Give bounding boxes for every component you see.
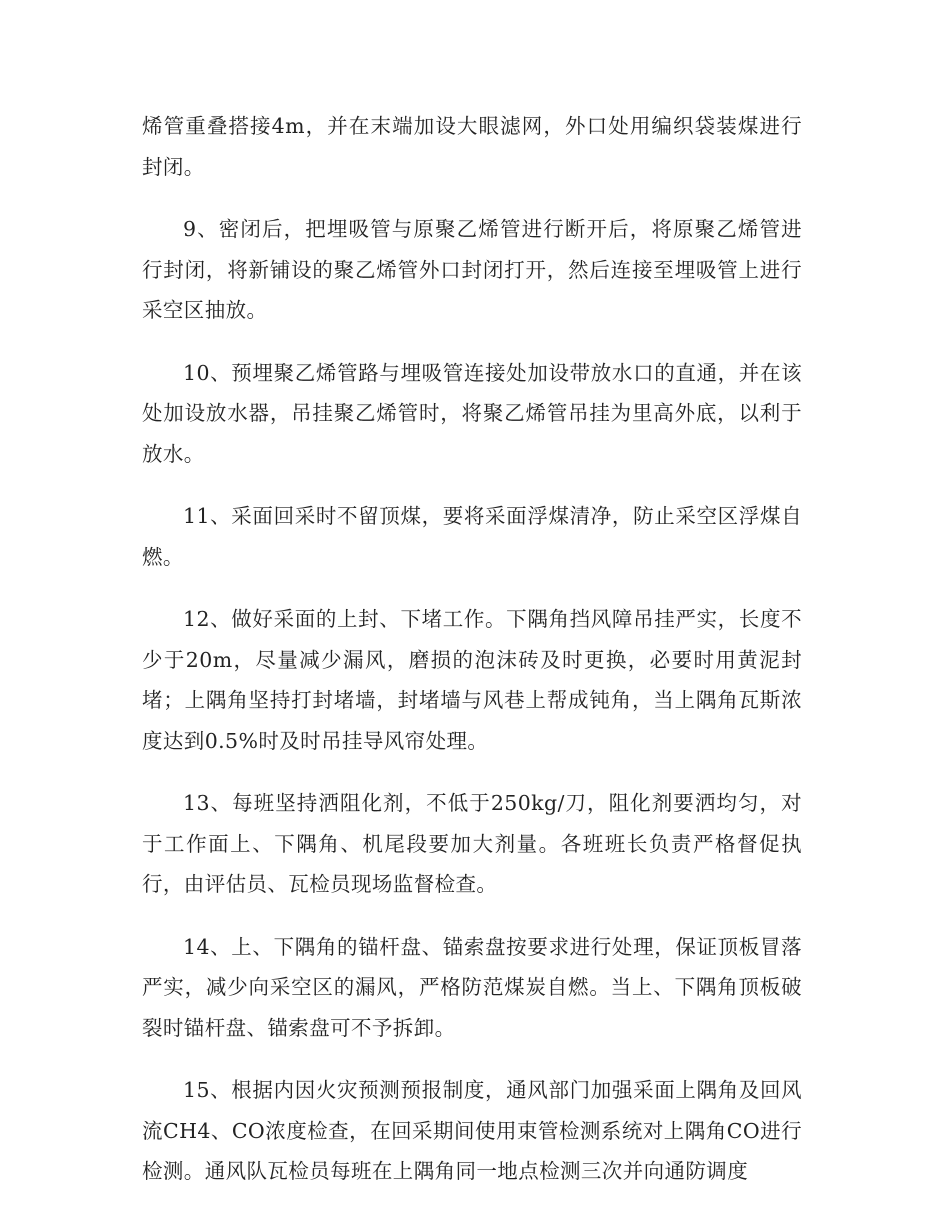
document-body bbox=[142, 106, 802, 1214]
paragraph-item-14: 14、上、下隅角的锚杆盘、锚索盘按要求进行处理，保证顶板冒落严实，减少向采空区的漏风，严格防范煤炭自燃。当上、下隅角顶板破裂时锚杆盘、锚索盘可不予拆卸。 bbox=[142, 934, 802, 1040]
paragraph-item-10: 10、预埋聚乙烯管路与埋吸管连接处加设带放水口的直通，并在该处加设放水器，吊挂聚乙烯管时，将聚乙烯管吊挂为里高外底，以利于放水。 bbox=[142, 360, 802, 466]
paragraph-item-15: 15、根据内因火灾预测预报制度，通风部门加强采面上隅角及回风流CH4、CO浓度检查，在回采期间使用束管检测系统对上隅角CO进行检测。通风队瓦检员每班在上隅角同一地点检测三次并向通防调度 bbox=[142, 1078, 802, 1183]
paragraph-continuation: 烯管重叠搭接4m，并在末端加设大眼滤网，外口处用编织袋装煤进行封闭。 bbox=[142, 114, 802, 179]
paragraph-item-9: 9、密闭后，把埋吸管与原聚乙烯管进行断开后，将原聚乙烯管进行封闭，将新铺设的聚乙烯管外口封闭打开，然后连接至埋吸管上进行采空区抽放。 bbox=[142, 217, 802, 322]
paragraph-item-11: 11、采面回采时不留顶煤，要将采面浮煤清净，防止采空区浮煤自燃。 bbox=[142, 504, 802, 569]
paragraph-item-12: 12、做好采面的上封、下堵工作。下隅角挡风障吊挂严实，长度不少于20m，尽量减少漏风，磨损的泡沫砖及时更换，必要时用黄泥封堵；上隅角坚持打封堵墙，封堵墙与风巷上帮成钝角，当上隅角瓦斯浓度达到0.5%时及时吊挂导风帘处理。 bbox=[142, 607, 802, 753]
paragraph-item-13: 13、每班坚持洒阻化剂，不低于250kg/刀，阻化剂要洒均匀，对于工作面上、下隅角、机尾段要加大剂量。各班班长负责严格督促执行，由评估员、瓦检员现场监督检查。 bbox=[142, 791, 802, 896]
